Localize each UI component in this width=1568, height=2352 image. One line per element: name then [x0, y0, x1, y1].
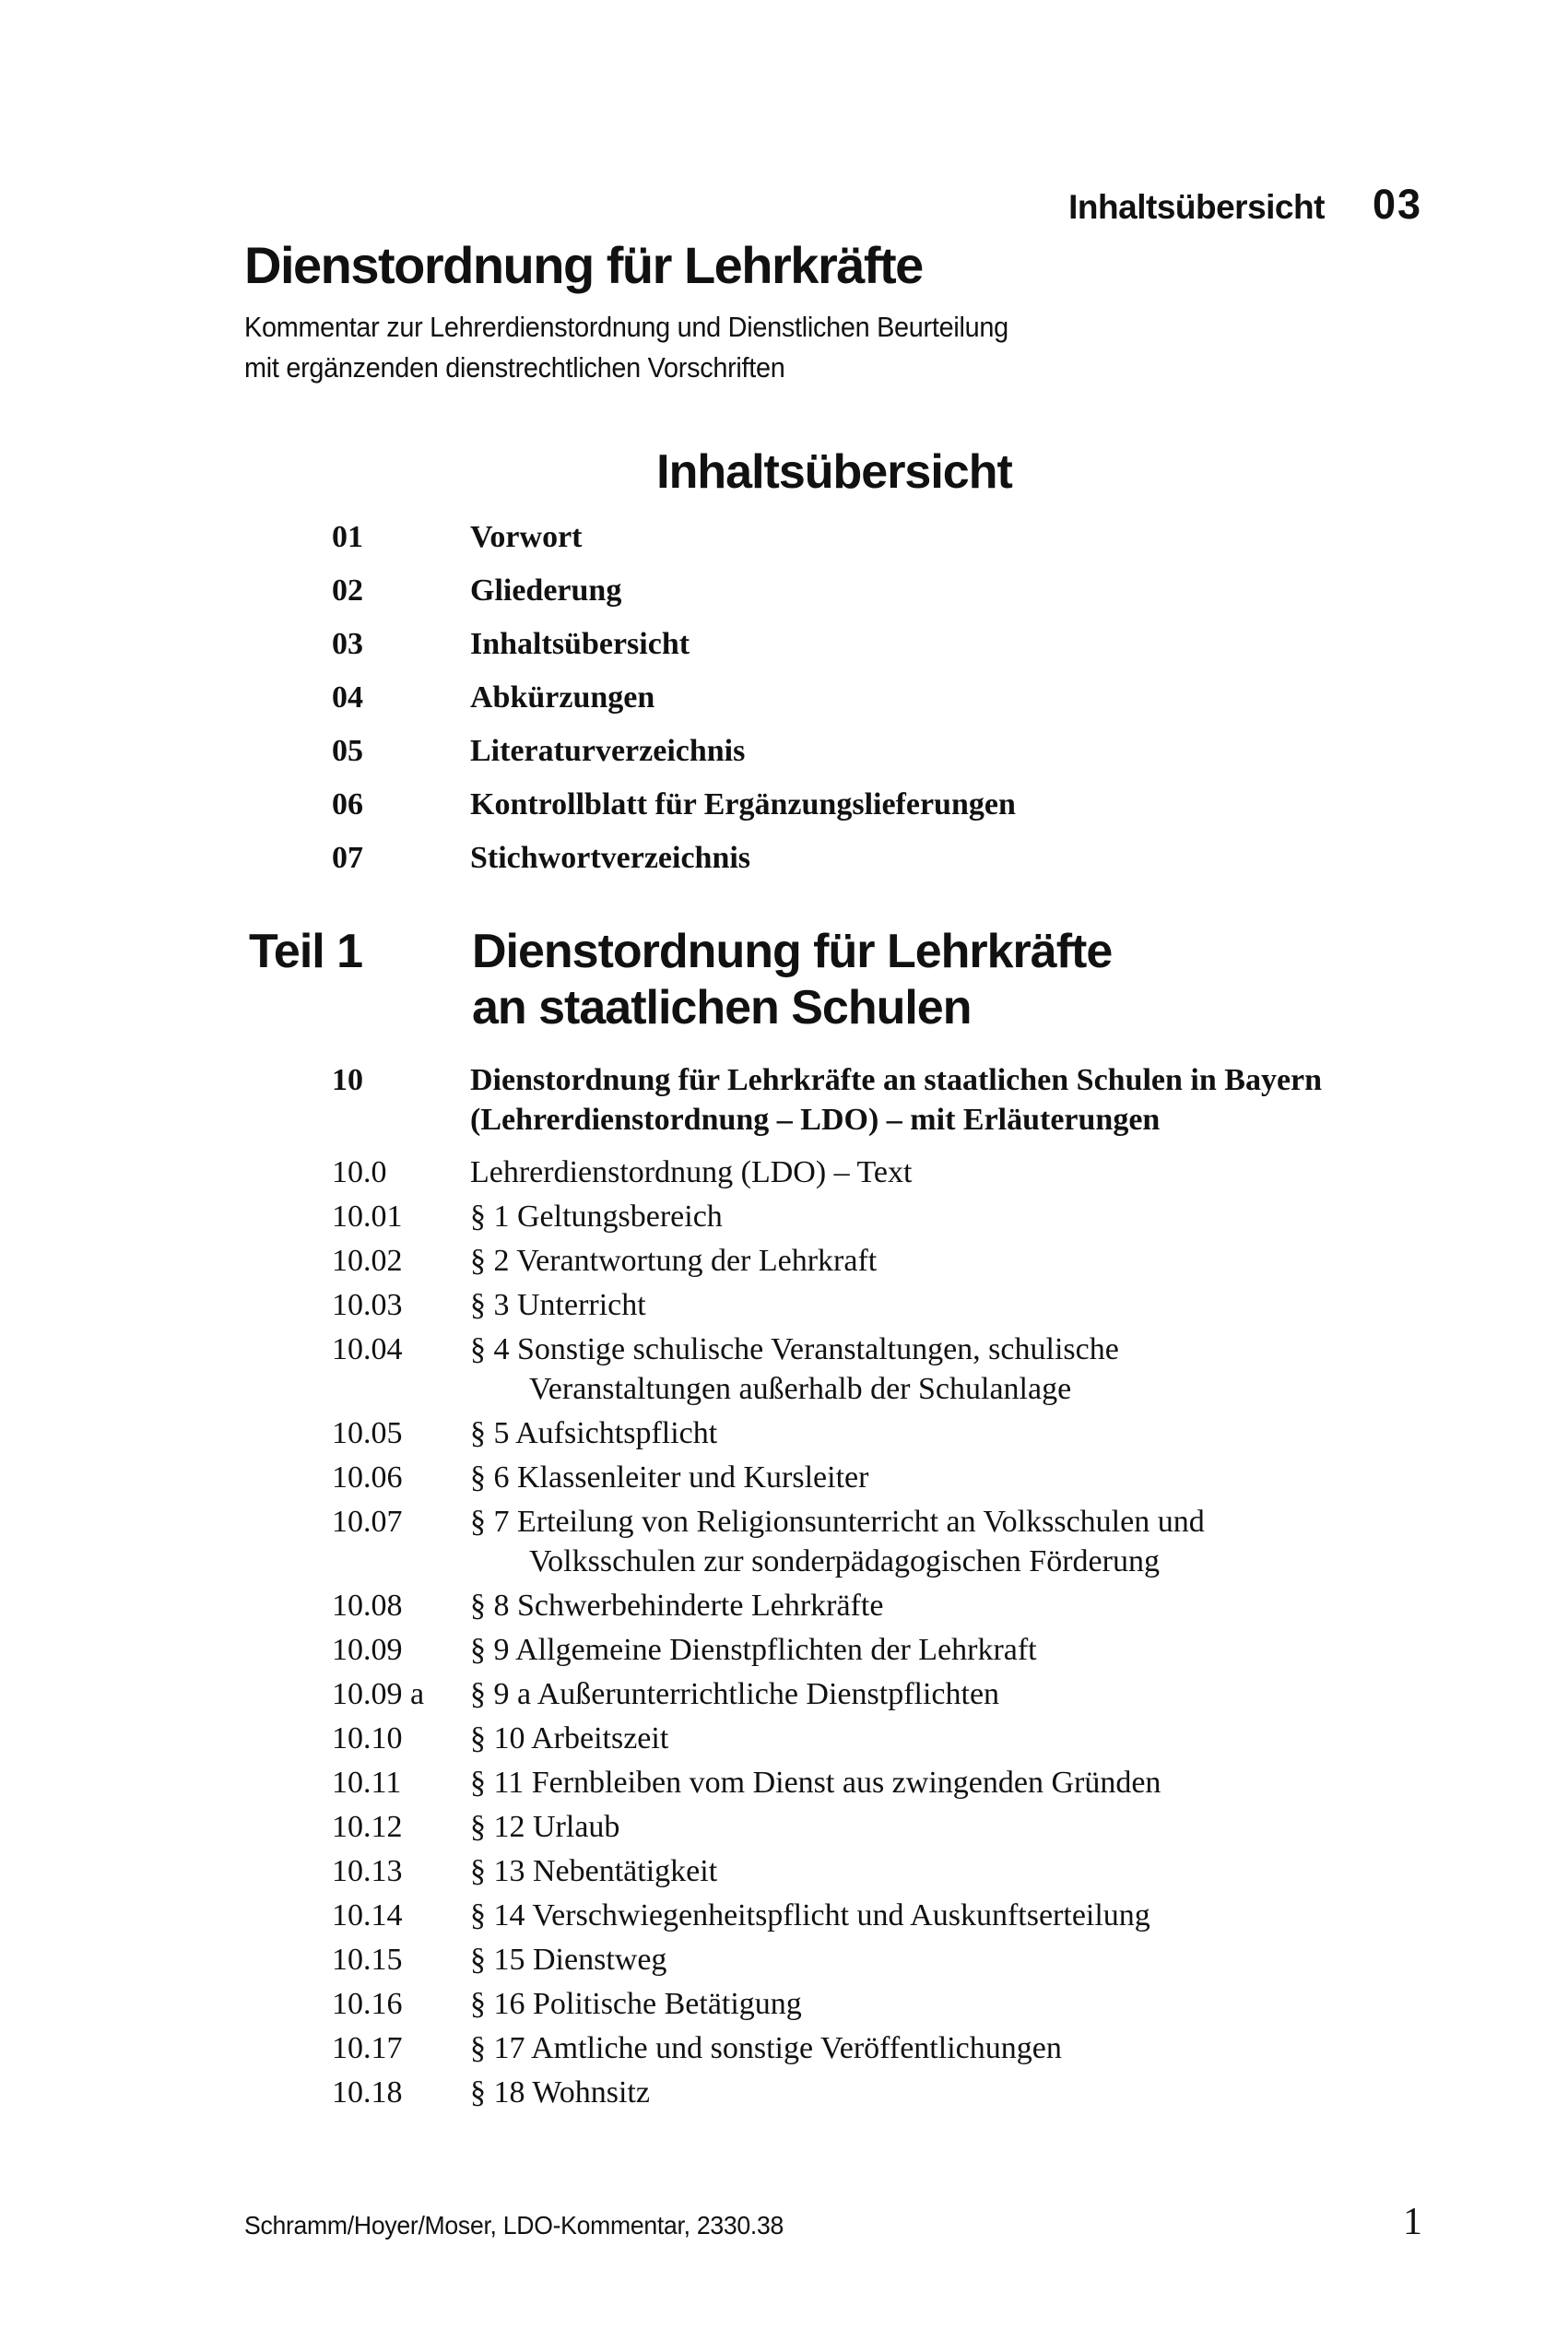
part-label: Teil 1 — [249, 925, 363, 978]
toc-entry-text — [470, 1060, 1322, 1140]
toc-entry-text — [470, 1851, 1322, 1891]
toc-entry-text — [470, 1719, 1322, 1758]
toc-entry-number: 05 — [332, 734, 363, 768]
toc-entry-number: 10.16 — [332, 1987, 403, 2021]
toc-entry — [332, 1763, 1322, 1802]
toc-entry-line: § 6 Klassenleiter und Kursleiter — [470, 1460, 869, 1495]
toc-entry-number: 04 — [332, 680, 363, 715]
toc-entry-number: 10.12 — [332, 1810, 403, 1844]
document-subtitle-line: Kommentar zur Lehrerdienstordnung und Dienstlichen Beurteilung — [244, 311, 1008, 343]
footer-citation: Schramm/Hoyer/Moser, LDO-Kommentar, 2330.38 — [244, 2211, 784, 2240]
page-footer — [244, 2200, 1422, 2244]
toc-entry-text — [470, 2028, 1322, 2068]
toc-entry-text — [470, 1502, 1322, 1581]
toc-entry-number: 07 — [332, 841, 363, 875]
running-head — [244, 181, 1422, 229]
toc-entry-line: § 18 Wohnsitz — [470, 2075, 650, 2110]
toc-entry-number: 10 — [332, 1063, 363, 1097]
toc-entry-number: 10.03 — [332, 1288, 403, 1322]
part-heading — [249, 924, 1112, 1036]
toc-entry-number: 10.04 — [332, 1332, 403, 1366]
document-subtitle — [244, 307, 1008, 388]
toc-entry-label: Inhaltsübersicht — [470, 627, 690, 661]
toc-entry-number: 10.15 — [332, 1943, 403, 1977]
toc-entry — [332, 1197, 1322, 1236]
toc-entry-text — [470, 1940, 1322, 1980]
toc-entry-line: § 7 Erteilung von Religionsunterricht an Volksschulen und — [470, 1505, 1205, 1539]
toc-entry-number: 10.02 — [332, 1244, 403, 1278]
toc-entry-number: 10.18 — [332, 2075, 403, 2110]
toc-entry-number: 10.06 — [332, 1460, 403, 1495]
toc-entry-line: § 12 Urlaub — [470, 1810, 620, 1844]
toc-entry — [332, 2073, 1322, 2112]
toc-entry-text — [470, 1458, 1322, 1497]
toc-entry-label: Gliederung — [470, 573, 622, 608]
toc-entry — [332, 682, 1016, 714]
toc-entry-number: 10.01 — [332, 1200, 403, 1234]
toc-entry-line: § 14 Verschwiegenheitspflicht und Auskunftserteilung — [470, 1898, 1150, 1932]
document-title: Dienstordnung für Lehrkräfte — [244, 236, 923, 294]
toc-entry-line: § 8 Schwerbehinderte Lehrkräfte — [470, 1589, 884, 1623]
toc-entry-line: § 15 Dienstweg — [470, 1943, 667, 1977]
toc-entry-number: 10.0 — [332, 1155, 387, 1189]
part-title-line: an staatlichen Schulen — [472, 981, 972, 1034]
toc-entry-line: § 16 Politische Betätigung — [470, 1987, 802, 2021]
toc-entry-line: § 13 Nebentätigkeit — [470, 1854, 718, 1888]
toc-entry — [332, 1630, 1322, 1670]
toc-entry-label: Abkürzungen — [470, 680, 655, 715]
toc-entry — [332, 1330, 1322, 1409]
front-matter-list — [332, 522, 1016, 896]
toc-entry-number: 10.13 — [332, 1854, 403, 1888]
toc-entry-label: Stichwortverzeichnis — [470, 841, 751, 875]
toc-entry — [332, 1586, 1322, 1625]
toc-entry-number: 10.17 — [332, 2031, 403, 2065]
toc-entry — [332, 1285, 1322, 1325]
toc-entry-number: 10.07 — [332, 1505, 403, 1539]
toc-entry-text — [470, 1674, 1322, 1714]
toc-entry-number: 03 — [332, 627, 363, 661]
toc-entry-line: § 4 Sonstige schulische Veranstaltungen, schulische — [470, 1332, 1119, 1366]
toc-entry-line: § 5 Aufsichtspflicht — [470, 1416, 718, 1450]
toc-entry-number: 06 — [332, 787, 363, 821]
toc-entry-line: § 17 Amtliche und sonstige Veröffentlichungen — [470, 2031, 1062, 2065]
toc-entry — [332, 629, 1016, 660]
part-title-line: Dienstordnung für Lehrkräfte — [472, 925, 1113, 978]
toc-entry — [332, 843, 1016, 874]
toc-entry-line: § 3 Unterricht — [470, 1288, 646, 1322]
toc-entry-text — [470, 1152, 1322, 1192]
toc-entry — [332, 1060, 1322, 1140]
toc-entry-text — [470, 2073, 1322, 2112]
toc-entry — [332, 575, 1016, 607]
toc-entry — [332, 1984, 1322, 2024]
toc-entry-text — [470, 1630, 1322, 1670]
toc-entry — [332, 789, 1016, 821]
toc-entry-label: Kontrollblatt für Ergänzungslieferungen — [470, 787, 1016, 821]
toc-entry-line: § 9 Allgemeine Dienstpflichten der Lehrkraft — [470, 1633, 1037, 1667]
running-head-title: Inhaltsübersicht — [1068, 188, 1325, 226]
toc-entry-number: 02 — [332, 573, 363, 608]
toc-entry — [332, 2028, 1322, 2068]
toc-entry-number: 10.09 a — [332, 1677, 425, 1711]
toc-entry — [332, 1152, 1322, 1192]
toc-entry — [332, 1807, 1322, 1847]
toc-entry — [332, 736, 1016, 767]
toc-entry-line: § 11 Fernbleiben vom Dienst aus zwingenden Gründen — [470, 1766, 1161, 1800]
toc-entry-line: § 2 Verantwortung der Lehrkraft — [470, 1244, 878, 1278]
toc-entry-line: Lehrerdienstordnung (LDO) – Text — [470, 1155, 913, 1189]
toc-entry-label: Literaturverzeichnis — [470, 734, 746, 768]
toc-entry-number: 10.14 — [332, 1898, 403, 1932]
toc-entry-text — [470, 1586, 1322, 1625]
part-title — [472, 924, 1112, 1036]
toc-entry — [332, 1719, 1322, 1758]
toc-entry — [332, 1241, 1322, 1281]
toc-entry-number: 10.09 — [332, 1633, 403, 1667]
page-number: 1 — [1403, 2201, 1422, 2243]
toc-entry — [332, 1896, 1322, 1935]
toc-entry-number: 01 — [332, 520, 363, 554]
toc-entry-line: Dienstordnung für Lehrkräfte an staatlichen Schulen in Bayern — [470, 1063, 1323, 1097]
toc-entry-text — [470, 1807, 1322, 1847]
toc-entry-line: (Lehrerdienstordnung – LDO) – mit Erläuterungen — [470, 1103, 1161, 1137]
toc-entry — [332, 1674, 1322, 1714]
toc-entry-label: Vorwort — [470, 520, 583, 554]
toc-entry-line: § 9 a Außerunterrichtliche Dienstpflichten — [470, 1677, 1000, 1711]
toc-entry — [332, 1851, 1322, 1891]
toc-entry-text — [470, 1197, 1322, 1236]
toc-entry — [332, 1458, 1322, 1497]
toc-heading: Inhaltsübersicht — [656, 445, 1012, 499]
toc-entry-number: 10.08 — [332, 1589, 403, 1623]
toc-entry-number: 10.10 — [332, 1721, 403, 1755]
title-block — [244, 236, 1066, 388]
toc-entry-line: Veranstaltungen außerhalb der Schulanlage — [529, 1372, 1072, 1406]
document-subtitle-line: mit ergänzenden dienstrechtlichen Vorschriften — [244, 351, 785, 384]
toc-entry-text — [470, 1285, 1322, 1325]
toc-entry-line: § 10 Arbeitszeit — [470, 1721, 669, 1755]
toc-entry-text — [470, 1984, 1322, 2024]
running-head-section-number: 03 — [1372, 181, 1422, 228]
toc-entry-text — [470, 1763, 1322, 1802]
toc-entry-line: § 1 Geltungsbereich — [470, 1200, 723, 1234]
toc-entry — [332, 522, 1016, 553]
toc-entry-line: Volksschulen zur sonderpädagogischen Förderung — [529, 1544, 1160, 1578]
toc-entry-text — [470, 1896, 1322, 1935]
toc-entry — [332, 1940, 1322, 1980]
toc-entry-text — [470, 1330, 1322, 1409]
toc-entry — [332, 1413, 1322, 1453]
sections-list — [332, 1060, 1322, 2117]
toc-entry-number: 10.11 — [332, 1766, 402, 1800]
toc-entry-text — [470, 1241, 1322, 1281]
toc-entry-number: 10.05 — [332, 1416, 403, 1450]
toc-entry — [332, 1502, 1322, 1581]
toc-entry-text — [470, 1413, 1322, 1453]
